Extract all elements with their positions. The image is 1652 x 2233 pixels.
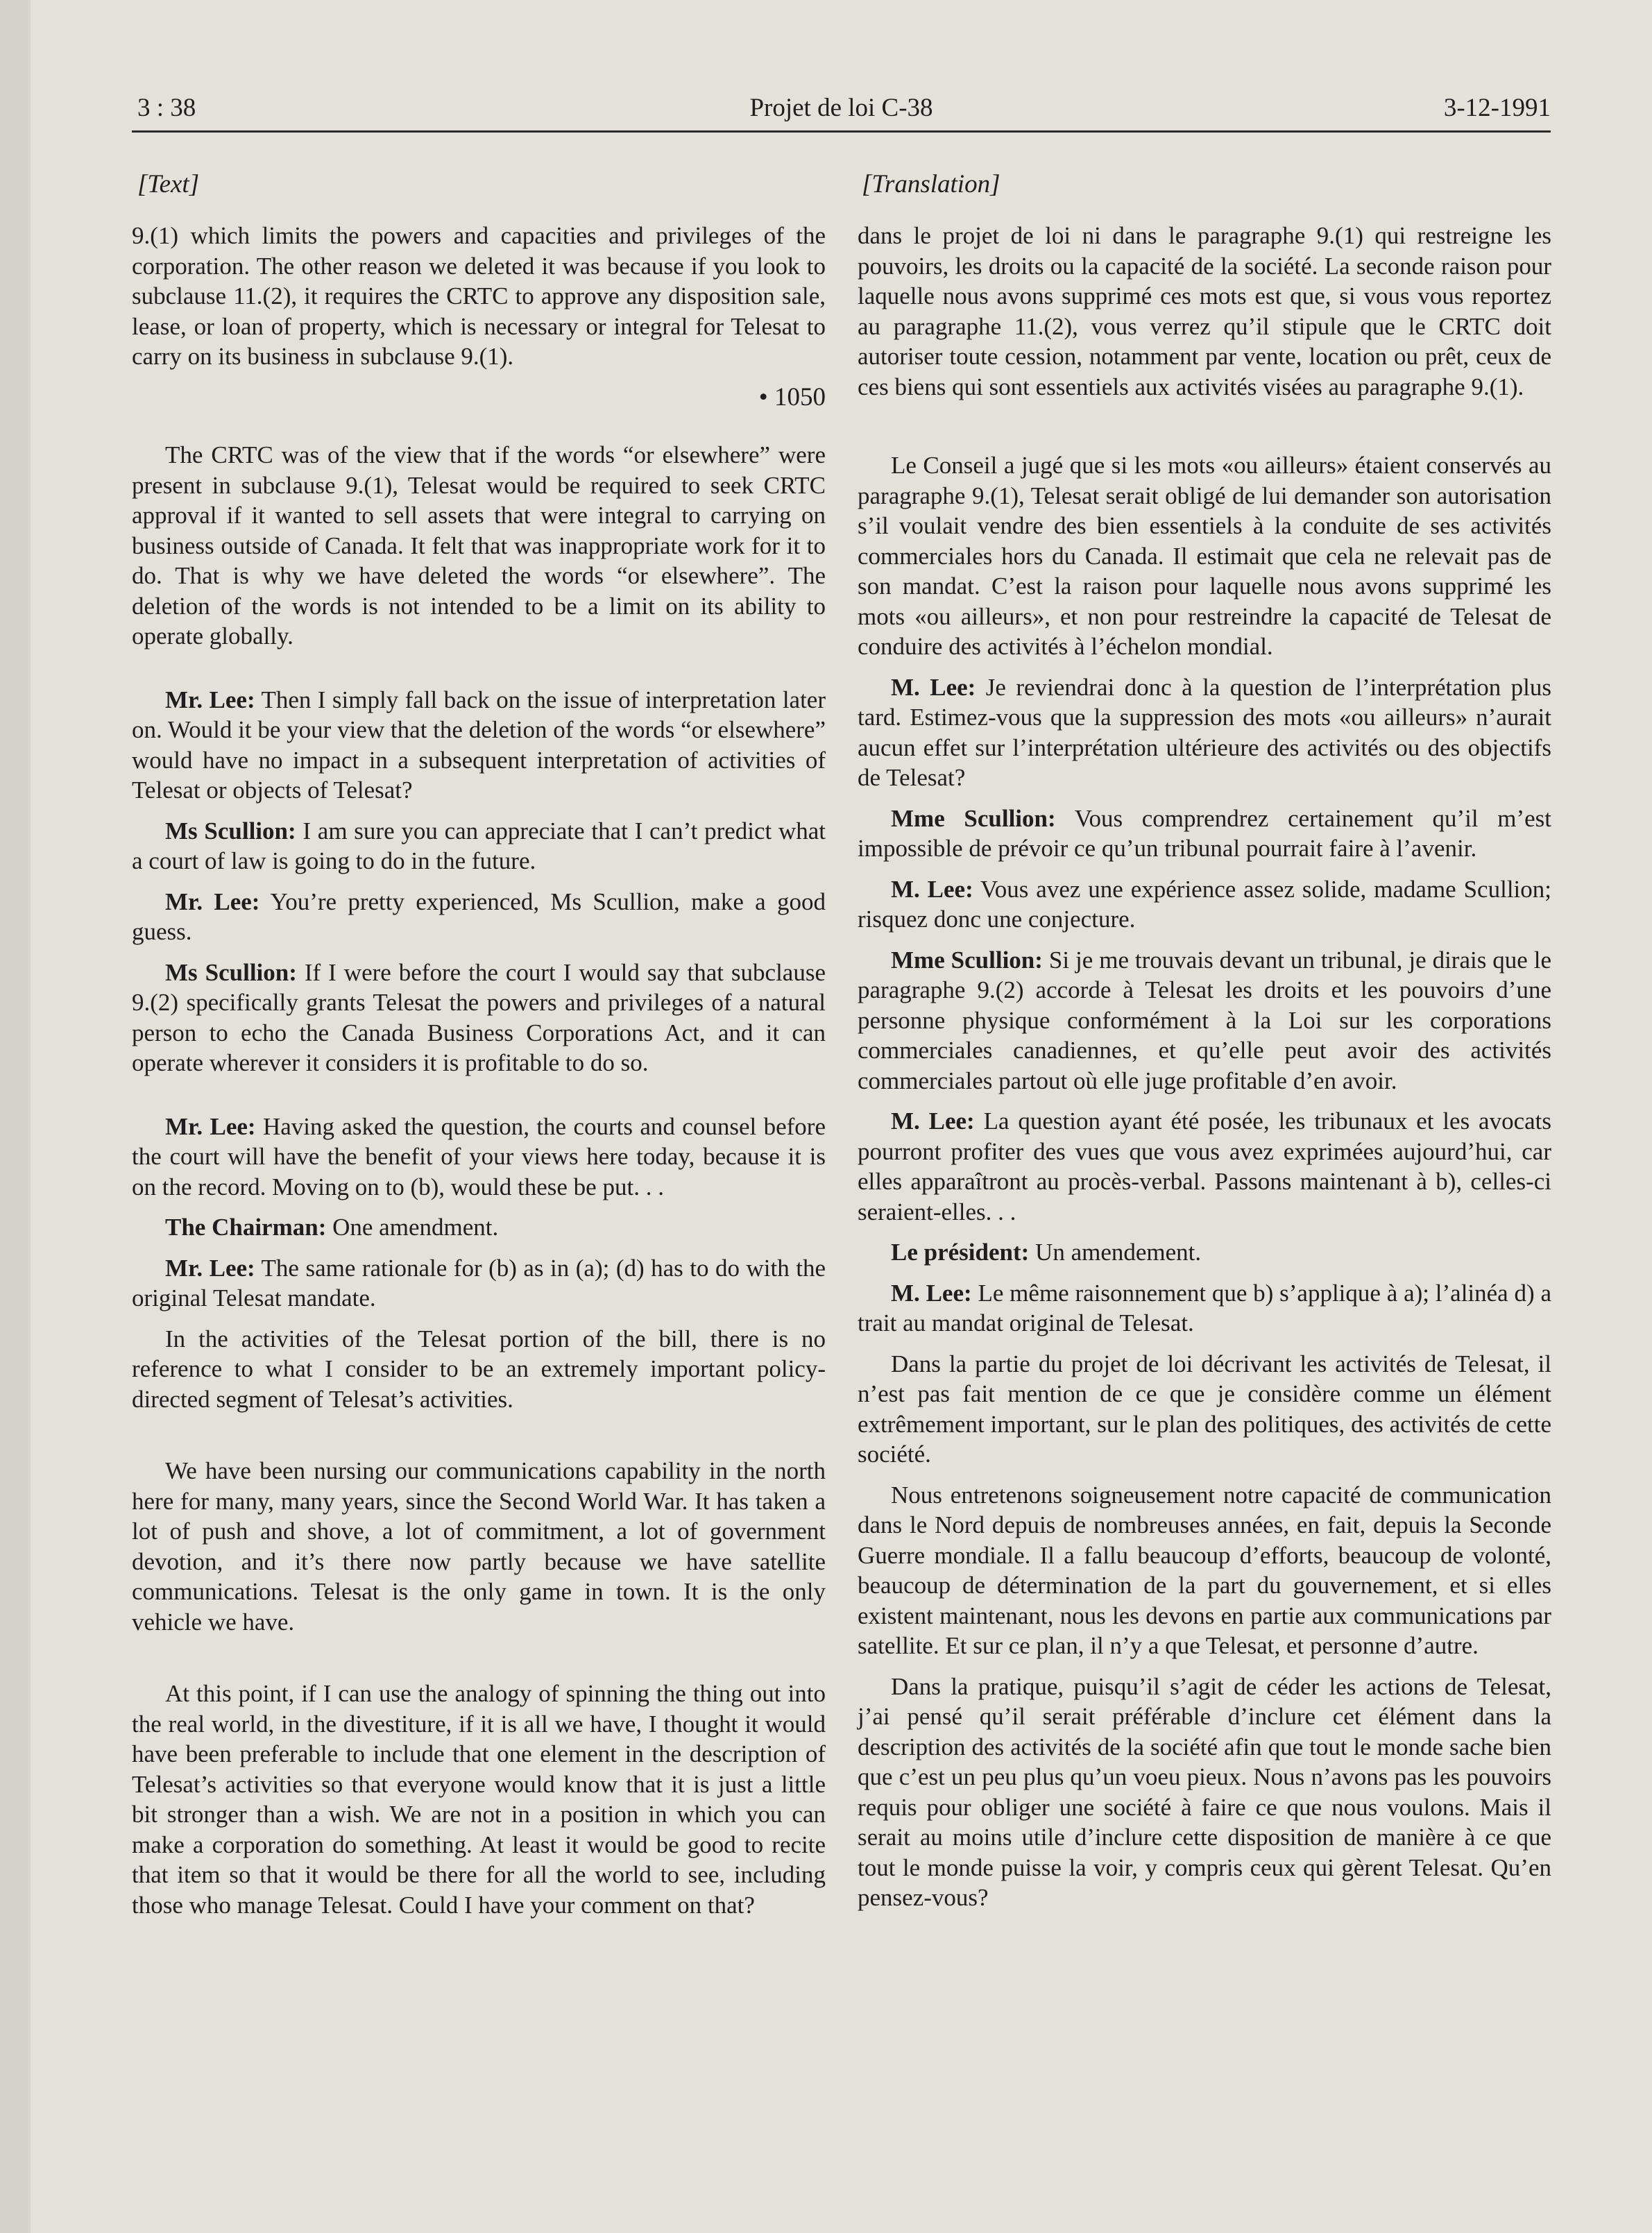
spacer	[132, 662, 826, 685]
document-date: 3-12-1991	[1443, 94, 1551, 122]
speech-text: One amendment.	[332, 1214, 499, 1241]
speech	[132, 1112, 826, 1203]
speaker: Mr. Lee:	[165, 686, 255, 713]
paragraph: We have been nursing our communications capability in the north here for many, many years, since the Second World War. It has taken a lot of push and shove, a lot of commitment, a lot of government devotion, and it’s there now partly because we have satellite communications. Telesat is the only game in town. It is the only vehicle we have.	[132, 1457, 826, 1636]
speaker: Mme Scullion:	[891, 804, 1056, 832]
speech-text: Un amendement.	[1035, 1239, 1202, 1266]
speech	[858, 945, 1551, 1096]
speech	[132, 1253, 826, 1314]
spacer	[132, 1425, 826, 1456]
speech-text: You’re pretty experienced, Ms Scullion, make a good guess.	[132, 888, 826, 945]
time-marker: • 1050	[758, 382, 826, 411]
paragraph: Dans la partie du projet de loi décrivant les activités de Telesat, il n’est pas fait mention de ce que je considère comme un élément extrêmement important, sur le plan des politiques, des activités de cette société.	[858, 1350, 1551, 1468]
speech	[132, 958, 826, 1078]
speaker: Ms Scullion:	[165, 958, 297, 986]
paragraph: 9.(1) which limits the powers and capacities and privileges of the corporation. The other reason we deleted it was because if you look to subclause 11.(2), it requires the CRTC to approve any disposition sale, lease, or loan of property, which is necessary or integral for Telesat to carry on its business in subclause 9.(1).	[132, 222, 826, 370]
speech-text: I am sure you can appreciate that I can’t predict what a court of law is going to do in the future.	[132, 817, 826, 874]
french-column	[858, 221, 1551, 1924]
paragraph: Nous entretenons soigneusement notre capacité de communication dans le Nord depuis de nombreuses années, en fait, depuis la Seconde Guerre mondiale. Il a fallu beaucoup d’efforts, beaucoup de volonté, beaucoup de détermination de la part du gouvernement, et si elles existent maintenant, nous les devons en partie aux communications par satellite. Et sur ce plan, il n’y a que Telesat, et personne d’autre.	[858, 1481, 1551, 1659]
speaker: Mr. Lee:	[165, 1254, 255, 1282]
column-heading-text: [Text]	[137, 170, 200, 198]
speech-text: Je reviendrai donc à la question de l’interprétation plus tard. Estimez-vous que la suppression des mots «ou ailleurs» n’aurait aucun effet sur l’interprétation ultérieure des activités ou des objectifs de Telesat?	[858, 673, 1552, 791]
speech	[858, 1106, 1551, 1227]
speech-text: Le même raisonnement que b) s’applique à a); l’alinéa d) a trait au mandat original de Telesat.	[858, 1279, 1552, 1336]
paragraph: In the activities of the Telesat portion of the bill, there is no reference to what I consider to be an extremely important policy-directed segment of Telesat’s activities.	[132, 1325, 826, 1413]
speaker: Mr. Lee:	[165, 1112, 256, 1140]
speech	[132, 1212, 826, 1243]
speech-text: Vous avez une expérience assez solide, madame Scullion; risquez donc une conjecture.	[858, 875, 1551, 933]
paragraph: At this point, if I can use the analogy of spinning the thing out into the real world, in the divestiture, if it is all we have, I thought it would have been preferable to include that one element in the description of Telesat’s activities so that everyone would know that it is just a little bit stronger than a wish. We are not in a position in which you can make a corporation do something. At least it would be good to recite that item so that it would be there for all the world to see, including those who manage Telesat. Could I have your comment on that?	[132, 1680, 826, 1919]
column-heading-translation: [Translation]	[862, 170, 1000, 198]
paragraph: dans le projet de loi ni dans le paragraphe 9.(1) qui restreigne les pouvoirs, les droits ou la capacité de la société. La seconde raison pour laquelle nous avons supprimé ces mots est que, si vous vous reportez au paragraphe 11.(2), vous verrez qu’il stipule que le CRTC doit autoriser toute cession, notamment par vente, location ou prêt, ceux de ces biens qui sont essentiels aux activités visées au paragraphe 9.(1).	[858, 222, 1551, 400]
speech-text: Si je me trouvais devant un tribunal, je dirais que le paragraphe 9.(2) accorde à Telesat les droits et les pouvoirs d’une personne physique conformément à la Loi sur les corporations commerciales canadiennes, et qu’elle peut avoir des activités commerciales partout où elle juge profitable d’en avoir.	[858, 946, 1552, 1094]
speech	[858, 804, 1551, 864]
spacer	[858, 412, 1551, 450]
speech	[858, 1237, 1551, 1268]
paragraph: The CRTC was of the view that if the words “or elsewhere” were present in subclause 9.(1), Telesat would be required to seek CRTC approval if it wanted to sell assets that were integral to carrying on business outside of Canada. It felt that was inappropriate work for it to do. That is why we have deleted the words “or elsewhere”. The deletion of the words is not intended to be a limit on its ability to operate globally.	[132, 441, 826, 649]
speaker: M. Lee:	[891, 1107, 975, 1135]
page-reference: 3 : 38	[137, 94, 196, 122]
page-edge-shadow	[0, 0, 31, 2233]
speaker: Le président:	[891, 1239, 1030, 1266]
paragraph: Le Conseil a jugé que si les mots «ou ailleurs» étaient conservés au paragraphe 9.(1), Telesat serait obligé de lui demander son autorisation s’il voulait vendre des bien essentiels à la conduite de ses activités commerciales hors du Canada. Il estimait que cela ne relevait pas de son mandat. C’est la raison pour laquelle nous avons supprimé les mots «ou ailleurs», et non pour restreindre la capacité de Telesat de conduire des activités à l’échelon mondial.	[858, 452, 1551, 660]
paragraph: Dans la pratique, puisqu’il s’agit de céder les actions de Telesat, j’ai pensé qu’il serait préférable d’inclure cet élément dans la description des activités de la société afin que tout le monde sache bien que c’est un peu plus qu’un voeu pieux. Nous n’avons pas les pouvoirs requis pour obliger une société à faire ce que nous voulons. Mais il serait au moins utile d’inclure cette disposition de manière à ce que tout le monde puisse la voir, y compris ceux qui gèrent Telesat. Qu’en pensez-vous?	[858, 1672, 1551, 1911]
speech-text: The same rationale for (b) as in (a); (d) has to do with the original Telesat mandate.	[132, 1254, 826, 1311]
spacer	[132, 1647, 826, 1679]
speech	[858, 874, 1551, 935]
page-header	[132, 89, 1551, 133]
speech	[132, 816, 826, 876]
speaker: The Chairman:	[165, 1214, 327, 1241]
document-title: Projet de loi C-38	[749, 94, 933, 122]
speaker: M. Lee:	[891, 875, 973, 903]
speech-text: La question ayant été posée, les tribunaux et les avocats pourront profiter des vues que vous avez exprimées aujourd’hui, car elles apparaîtront au procès-verbal. Passons maintenant à b), celles-ci seraient-elles. . .	[858, 1107, 1552, 1225]
speech-text: Then I simply fall back on the issue of interpretation later on. Would it be your view that the deletion of the words “or elsewhere” would have no impact in a subsequent interpretation of activities of Telesat or objects of Telesat?	[132, 686, 826, 804]
speaker: M. Lee:	[891, 673, 976, 701]
english-column	[132, 221, 826, 1930]
spacer	[132, 1089, 826, 1112]
speech-text: If I were before the court I would say that subclause 9.(2) specifically grants Telesat the powers and privileges of a natural person to echo the Canada Business Corporations Act, and it can operate wherever it considers it is profitable to do so.	[132, 958, 826, 1076]
speech-text: Vous comprendrez certainement qu’il m’est impossible de prévoir ce qu’un tribunal pourrait faire à l’avenir.	[858, 804, 1552, 862]
speech	[132, 685, 826, 806]
speech	[858, 1278, 1551, 1339]
speech	[858, 672, 1551, 793]
speaker: Mme Scullion:	[891, 946, 1043, 974]
speech	[132, 887, 826, 947]
speaker: Ms Scullion:	[165, 817, 296, 844]
speaker: Mr. Lee:	[165, 888, 260, 915]
speech-text: Having asked the question, the courts and counsel before the court will have the benefit of your views here today, because it is on the record. Moving on to (b), would these be put. . .	[132, 1112, 826, 1200]
speaker: M. Lee:	[891, 1279, 972, 1307]
